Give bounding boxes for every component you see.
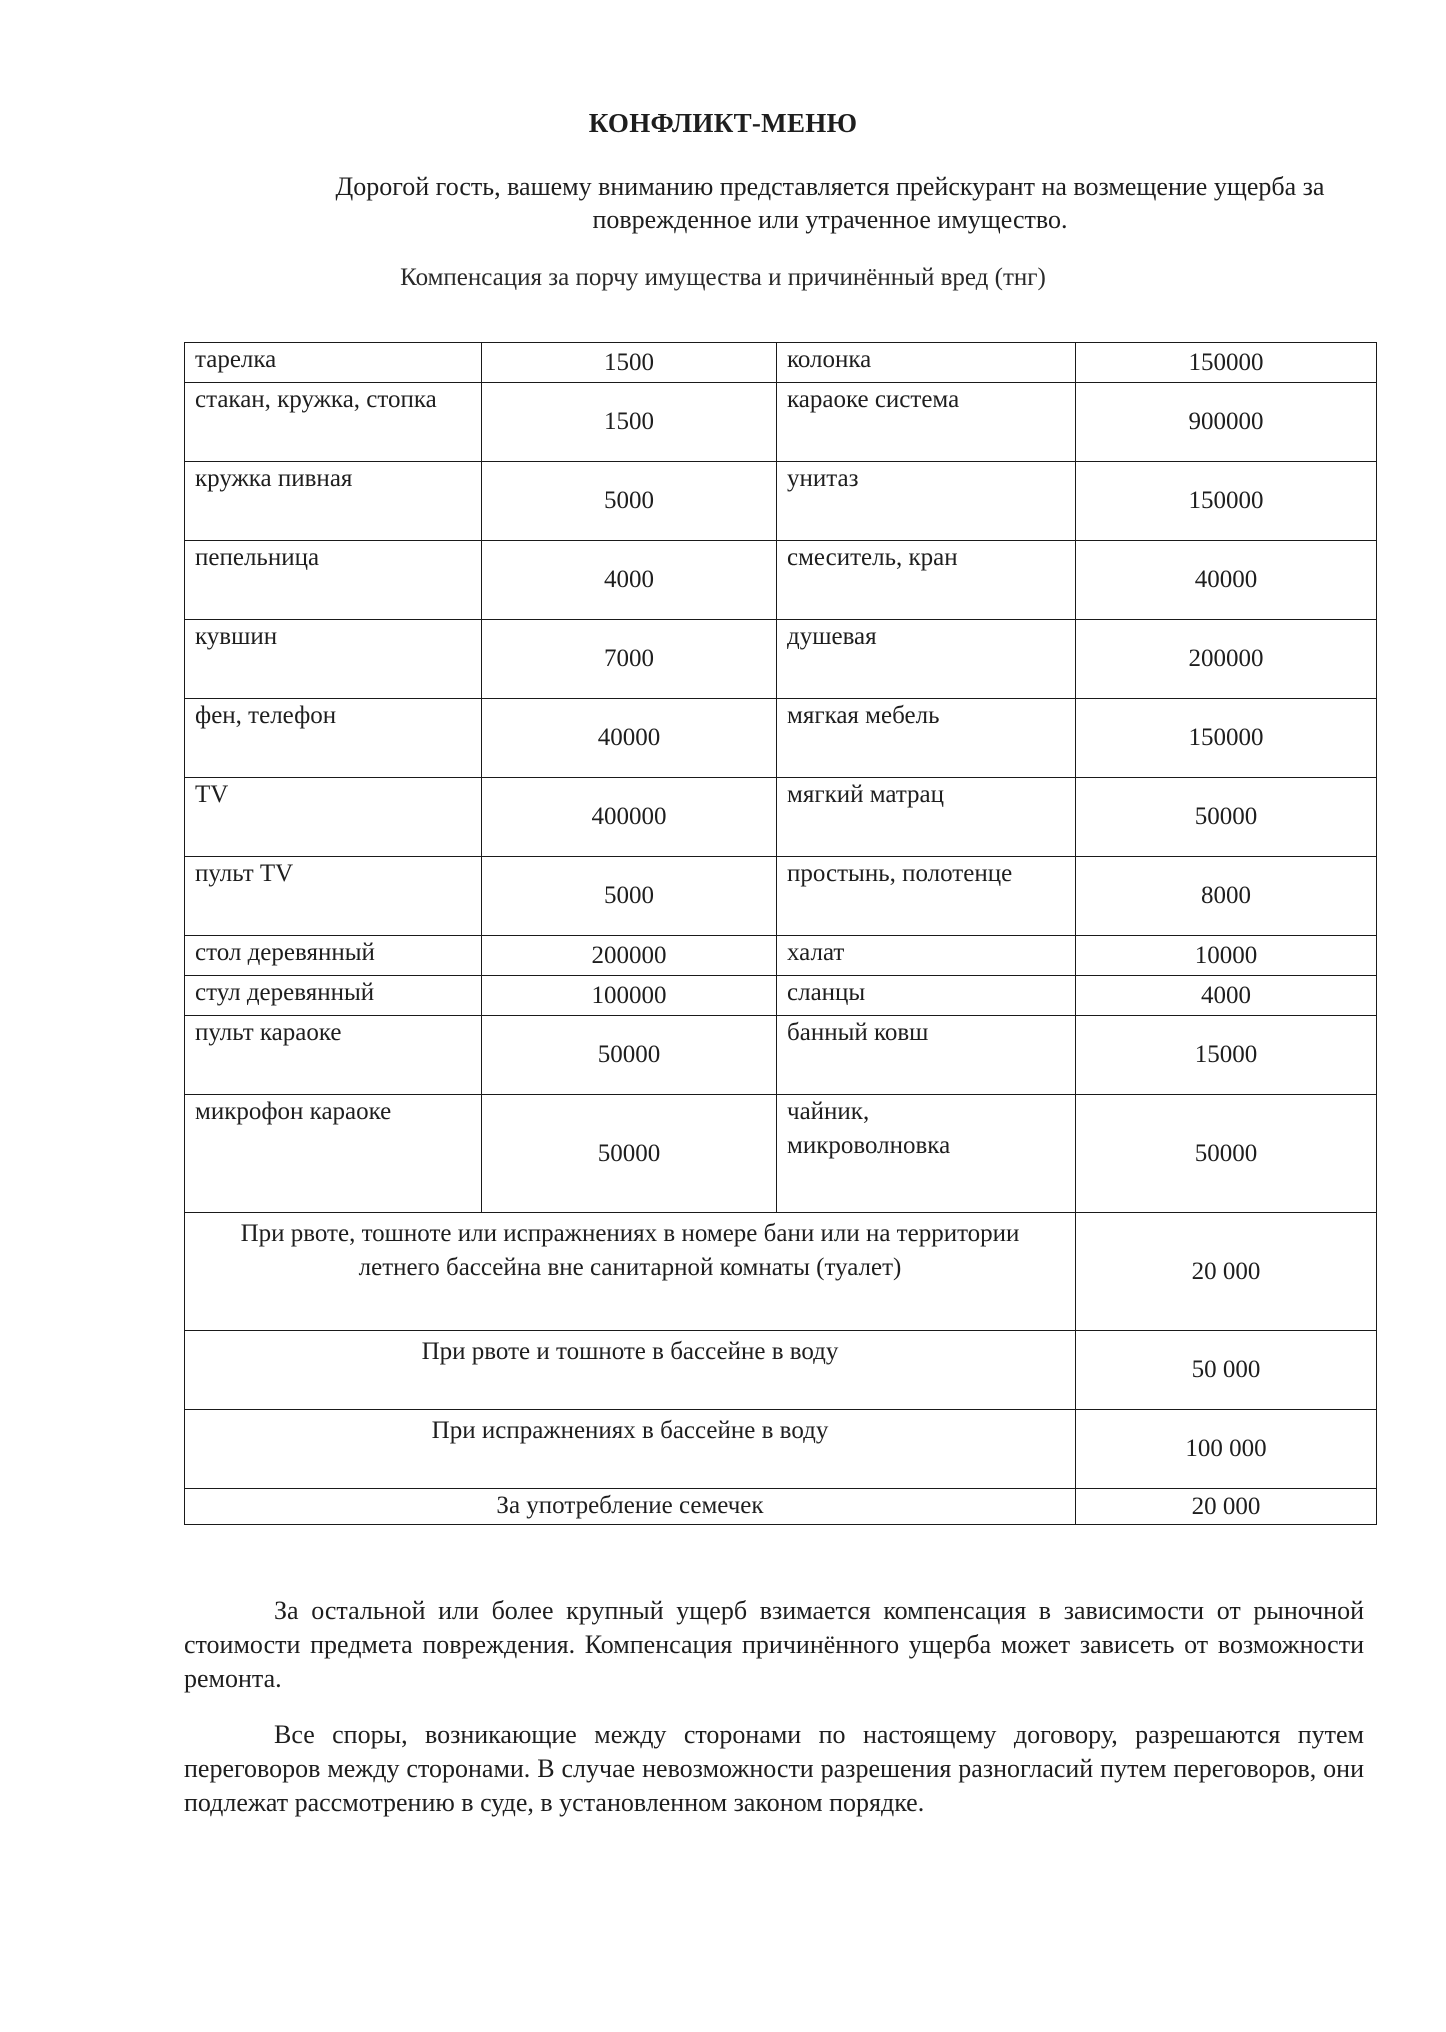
table-row [185, 383, 1377, 462]
item-name: банный ковш [777, 1016, 1076, 1095]
item-price: 5000 [482, 857, 777, 936]
table-row [185, 699, 1377, 778]
document-title: КОНФЛИКТ-МЕНЮ [588, 108, 858, 138]
item-name: стул деревянный [185, 976, 482, 1016]
item-name: тарелка [185, 343, 482, 383]
table-row [185, 778, 1377, 857]
item-price: 7000 [482, 620, 777, 699]
item-price: 4000 [482, 541, 777, 620]
item-price: 50000 [1076, 1095, 1377, 1213]
table-row [185, 541, 1377, 620]
item-name: смеситель, кран [777, 541, 1076, 620]
table-row [185, 976, 1377, 1016]
item-name: пульт караоке [185, 1016, 482, 1095]
penalty-price: 20 000 [1076, 1489, 1377, 1525]
penalty-text: При испражнениях в бассейне в воду [185, 1410, 1076, 1489]
item-price: 100000 [482, 976, 777, 1016]
penalty-row [185, 1410, 1377, 1489]
item-name: сланцы [777, 976, 1076, 1016]
item-price: 40000 [482, 699, 777, 778]
table-row [185, 936, 1377, 976]
item-price: 150000 [1076, 462, 1377, 541]
item-price: 5000 [482, 462, 777, 541]
penalty-row [185, 1331, 1377, 1410]
table-row [185, 343, 1377, 383]
paragraph-disputes: Все споры, возникающие между сторонами по настоящему договору, разрешаются путем переговоров между сторонами. В случае невозможности разрешения разногласий путем переговоров, они подлежат рассмотрению в суде, в установленном законом порядке. [184, 1720, 1364, 1817]
penalty-row [185, 1489, 1377, 1525]
item-name: стакан, кружка, стопка [185, 383, 482, 462]
paragraph-compensation: За остальной или более крупный ущерб взимается компенсация в зависимости от рыночной стоимости предмета повреждения. Компенсация причинённого ущерба может зависеть от возможности ремонта. [184, 1596, 1364, 1693]
item-name: халат [777, 936, 1076, 976]
item-name: стол деревянный [185, 936, 482, 976]
item-price: 200000 [1076, 620, 1377, 699]
item-name: пульт TV [185, 857, 482, 936]
item-price: 900000 [1076, 383, 1377, 462]
item-price: 150000 [1076, 699, 1377, 778]
item-name: караоке система [777, 383, 1076, 462]
penalty-price: 100 000 [1076, 1410, 1377, 1489]
table-row [185, 620, 1377, 699]
item-price: 10000 [1076, 936, 1377, 976]
item-name: фен, телефон [185, 699, 482, 778]
item-name: душевая [777, 620, 1076, 699]
penalty-price: 20 000 [1076, 1213, 1377, 1331]
item-name: простынь, полотенце [777, 857, 1076, 936]
item-price: 1500 [482, 343, 777, 383]
table-row [185, 1016, 1377, 1095]
penalty-text: При рвоте и тошноте в бассейне в воду [185, 1331, 1076, 1410]
item-price: 4000 [1076, 976, 1377, 1016]
item-name: кувшин [185, 620, 482, 699]
intro-text: Дорогой гость, вашему вниманию представляется прейскурант на возмещение ущерба за поврежденное или утраченное имущество. [335, 172, 1325, 234]
table-row [185, 857, 1377, 936]
item-name: унитаз [777, 462, 1076, 541]
item-price: 400000 [482, 778, 777, 857]
item-name: чайник, микроволновка [777, 1095, 1076, 1213]
price-table [184, 342, 1377, 1525]
item-price: 50000 [1076, 778, 1377, 857]
item-price: 50000 [482, 1016, 777, 1095]
item-name: мягкий матрац [777, 778, 1076, 857]
item-price: 50000 [482, 1095, 777, 1213]
item-price: 15000 [1076, 1016, 1377, 1095]
penalty-text: За употребление семечек [185, 1489, 1076, 1525]
item-price: 150000 [1076, 343, 1377, 383]
table-subtitle: Компенсация за порчу имущества и причинённый вред (тнг) [400, 264, 1046, 291]
item-name: колонка [777, 343, 1076, 383]
item-price: 40000 [1076, 541, 1377, 620]
item-name: мягкая мебель [777, 699, 1076, 778]
table-row [185, 462, 1377, 541]
item-name: пепельница [185, 541, 482, 620]
penalty-price: 50 000 [1076, 1331, 1377, 1410]
table-row [185, 1095, 1377, 1213]
item-name: кружка пивная [185, 462, 482, 541]
item-price: 8000 [1076, 857, 1377, 936]
item-price: 200000 [482, 936, 777, 976]
item-name: микрофон караоке [185, 1095, 482, 1213]
penalty-row [185, 1213, 1377, 1331]
penalty-text: При рвоте, тошноте или испражнениях в номере бани или на территории летнего бассейна вне санитарной комнаты (туалет) [185, 1213, 1076, 1331]
item-price: 1500 [482, 383, 777, 462]
item-name: TV [185, 778, 482, 857]
